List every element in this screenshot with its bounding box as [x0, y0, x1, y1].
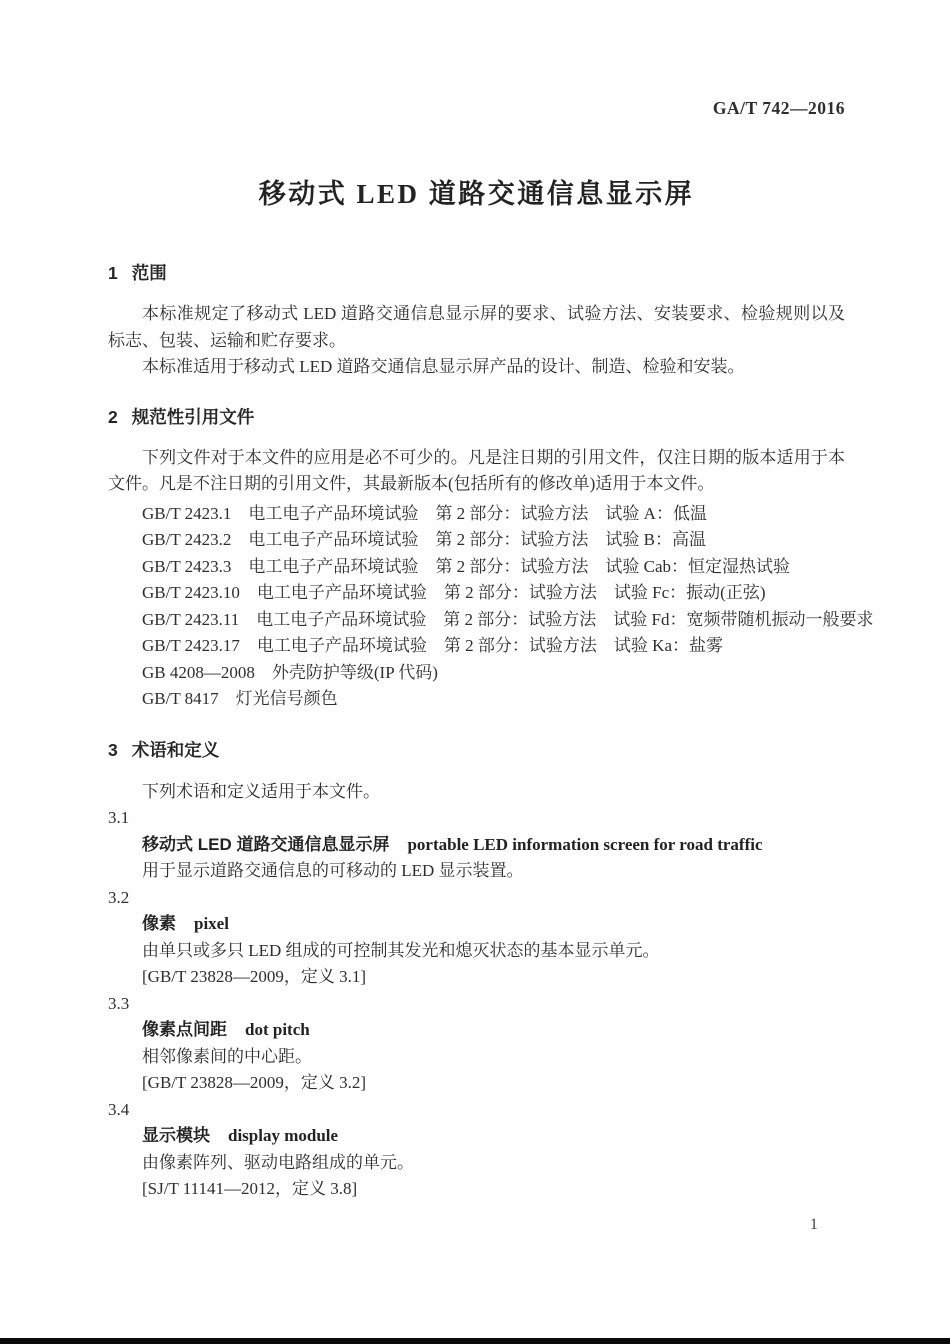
- reference-item: GB/T 2423.10 电工电子产品环境试验 第 2 部分：试验方法 试验 Fc：振动(正弦): [142, 583, 766, 602]
- section-heading-references: [108, 406, 845, 428]
- term-source: [GB/T 23828—2009，定义 3.2]: [142, 1073, 366, 1092]
- term-number: 3.1: [108, 808, 130, 827]
- term-en: portable LED information screen for road traffic: [407, 834, 763, 854]
- reference-item: GB 4208—2008 外壳防护等级(IP 代码): [142, 662, 438, 682]
- term-zh: 显示模块: [142, 1126, 210, 1145]
- section-number: 1: [108, 263, 118, 283]
- references-intro: 下列文件对于本文件的应用是必不可少的。凡是注日期的引用文件，仅注日期的版本适用于本文件。凡是不注日期的引用文件，其最新版本(包括所有的修改单)适用于本文件。: [108, 447, 845, 493]
- document-title: 移动式 LED 道路交通信息显示屏: [258, 179, 695, 209]
- page-number: 1: [810, 1216, 818, 1233]
- term-en: display module: [228, 1126, 339, 1145]
- term-definition: 用于显示道路交通信息的可移动的 LED 显示装置。: [142, 861, 524, 880]
- scan-edge: [0, 1338, 950, 1344]
- term-source: [SJ/T 11141—2012，定义 3.8]: [142, 1179, 358, 1198]
- reference-list: [108, 501, 874, 713]
- section-label: 规范性引用文件: [131, 406, 255, 427]
- term-number: 3.2: [108, 887, 130, 907]
- term-en: dot pitch: [245, 1020, 310, 1039]
- scope-paragraph-1: 本标准规定了移动式 LED 道路交通信息显示屏的要求、试验方法、安装要求、检验规则以及标志、包装、运输和贮存要求。: [108, 304, 845, 350]
- term-number: 3.3: [108, 993, 130, 1013]
- reference-item: GB/T 2423.1 电工电子产品环境试验 第 2 部分：试验方法 试验 A：低温: [142, 503, 707, 523]
- term-zh: 像素点间距: [142, 1020, 227, 1039]
- term-source: [GB/T 23828—2009，定义 3.1]: [142, 967, 366, 986]
- term-title: [108, 911, 845, 938]
- section-heading-scope: [108, 262, 845, 284]
- reference-item: GB/T 2423.3 电工电子产品环境试验 第 2 部分：试验方法 试验 Cab：恒定湿热试验: [142, 556, 791, 576]
- term-title: [108, 1123, 845, 1150]
- term-definition: 由单只或多只 LED 组成的可控制其发光和熄灭状态的基本显示单元。: [142, 940, 660, 960]
- terms-block: [108, 779, 845, 1203]
- terms-intro: 下列术语和定义适用于本文件。: [142, 781, 380, 801]
- section-number: 2: [108, 406, 118, 427]
- term-title: [108, 832, 845, 859]
- term-definition: 相邻像素间的中心距。: [142, 1046, 312, 1066]
- term-zh: 像素: [142, 914, 176, 933]
- scope-paragraph-2: 本标准适用于移动式 LED 道路交通信息显示屏产品的设计、制造、检验和安装。: [142, 357, 745, 376]
- term-en: pixel: [194, 914, 229, 933]
- section-label: 范围: [131, 263, 167, 283]
- reference-item: GB/T 2423.17 电工电子产品环境试验 第 2 部分：试验方法 试验 Ka：盐雾: [142, 636, 723, 655]
- reference-item: GB/T 2423.2 电工电子产品环境试验 第 2 部分：试验方法 试验 B：高温: [142, 530, 707, 549]
- section-label: 术语和定义: [131, 739, 220, 760]
- term-number: 3.4: [108, 1099, 130, 1119]
- term-title: [108, 1017, 845, 1044]
- reference-item: GB/T 8417 灯光信号颜色: [142, 689, 338, 708]
- standard-code: GA/T 742—2016: [712, 98, 845, 118]
- term-zh: 移动式 LED 道路交通信息显示屏: [142, 834, 390, 854]
- term-definition: 由像素阵列、驱动电路组成的单元。: [142, 1152, 414, 1172]
- section-heading-terms: [108, 739, 845, 761]
- section-number: 3: [108, 739, 118, 760]
- reference-item: GB/T 2423.11 电工电子产品环境试验 第 2 部分：试验方法 试验 Fd：宽频带随机振动一般要求: [142, 609, 874, 629]
